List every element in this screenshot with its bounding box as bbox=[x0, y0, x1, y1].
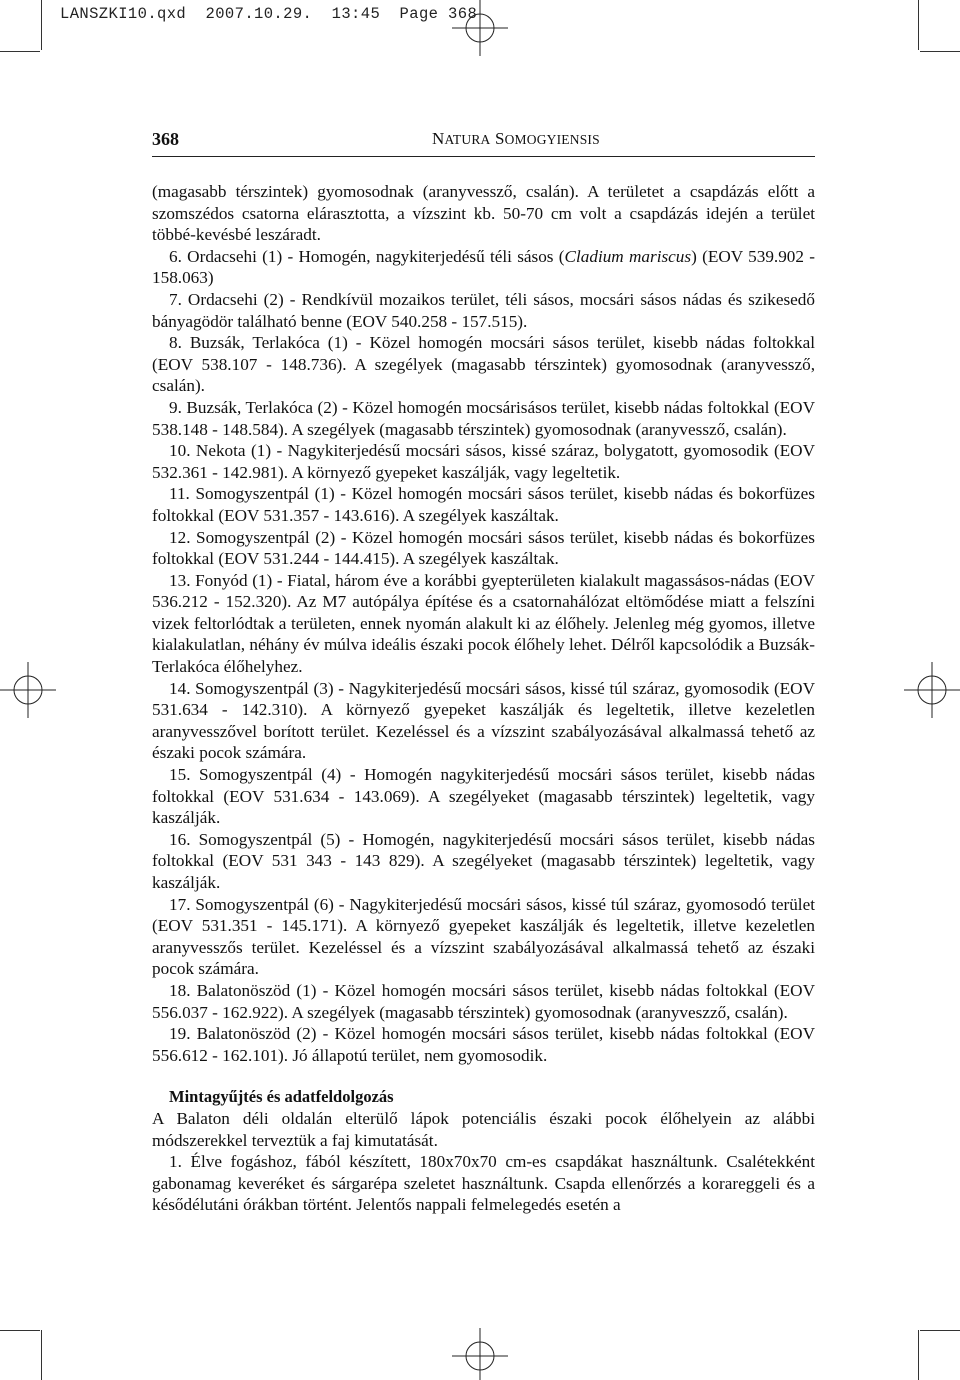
site-6-text-end: ) (EOV 539.902 - 158.063) bbox=[152, 246, 816, 288]
methods-intro-paragraph: A Balaton déli oldalán elterülő lápok potenciális északi pocok élőhelyein az alábbi módszerekkel terveztük a faj kimutatását. bbox=[152, 1108, 815, 1150]
registration-mark-top-icon bbox=[452, 0, 508, 56]
site-19-paragraph: 19. Balatonöszöd (2) - Közel homogén mocsári sásos terület, kisebb nádas foltokkal (EOV 556.612 - 162.101). Jó állapotú terület, nem gyomosodik. bbox=[152, 1024, 815, 1065]
body-text bbox=[152, 181, 815, 1216]
site-16-paragraph: 16. Somogyszentpál (5) - Homogén, nagykiterjedésű mocsári sásos terület, kisebb nádas foltokkal (EOV 531 343 - 143 829). A szegélyeket (magasabb térszintek) legeltetik, vagy kaszálják. bbox=[152, 829, 815, 892]
site-8-paragraph: 8. Buzsák, Terlakóca (1) - Közel homogén mocsári sásos terület, kisebb nádas foltokkal (EOV 538.107 - 148.736). A szegélyek (magasabb térszintek) gyomosodnak (aranyvessző, csalán). bbox=[152, 333, 815, 396]
crop-mark-right-bottom-horizontal bbox=[920, 1330, 960, 1331]
site-7-paragraph: 7. Ordacsehi (2) - Rendkívül mozaikos terület, téli sásos, mocsári sásos nádas és szikesedő bányagödör található benne (EOV 540.258 - 157.515). bbox=[152, 289, 815, 331]
paragraph-continuation: (magasabb térszintek) gyomosodnak (aranyvessző, csalán). A területet a csapdázás előtt a szomszédos csatorna elárasztotta, a vízszint kb. 50-70 cm volt a csapdázás idején a terület többé-kevésbé leszáradt. bbox=[152, 182, 815, 245]
crop-mark-top-left bbox=[41, 0, 42, 50]
registration-mark-left-icon bbox=[0, 662, 56, 718]
registration-mark-bottom-icon bbox=[452, 1328, 508, 1380]
page-number: 368 bbox=[152, 129, 179, 149]
site-15-paragraph: 15. Somogyszentpál (4) - Homogén nagykiterjedésű mocsári sásos terület, kisebb nádas foltokkal (EOV 531.634 - 143.069). A szegélyeket (magasabb térszintek) legeltetik, vagy kaszálják. bbox=[152, 765, 815, 828]
site-6-text-start: 6. Ordacsehi (1) - Homogén, nagykiterjedésű téli sásos ( bbox=[169, 246, 565, 266]
crop-mark-top-right bbox=[918, 0, 919, 50]
journal-smallcaps-atura: ATURA bbox=[444, 132, 491, 147]
document-slug-line: LANSZKI10.qxd 2007.10.29. 13:45 Page 368 bbox=[60, 5, 478, 23]
crop-mark-left-bottom-horizontal bbox=[0, 1330, 40, 1331]
journal-initial-s: S bbox=[494, 129, 505, 148]
header-rule bbox=[152, 156, 815, 157]
journal-smallcaps-omogyiensis: OMOGYIENSIS bbox=[504, 132, 600, 147]
journal-title bbox=[432, 129, 600, 149]
site-12-paragraph: 12. Somogyszentpál (2) - Közel homogén mocsári sásos terület, kisebb nádas és bokorfüzes foltokkal (EOV 531.244 - 144.415). A szegélyek kaszáltak. bbox=[152, 527, 815, 569]
site-10-paragraph: 10. Nekota (1) - Nagykiterjedésű mocsári sásos, kissé száraz, bolygatott, gyomosodik (EOV 532.361 - 142.981). A környező gyepeket kaszálják, vagy legeltetik. bbox=[152, 441, 815, 482]
crop-mark-bottom-left bbox=[41, 1330, 42, 1380]
crop-mark-bottom-right bbox=[918, 1330, 919, 1380]
site-18-paragraph: 18. Balatonöszöd (1) - Közel homogén mocsári sásos terület, kisebb nádas foltokkal (EOV 556.037 - 162.922). A szegélyek (magasabb térszintek) gyomosodnak (aranyveszző, csalán). bbox=[152, 980, 815, 1022]
registration-mark-right-icon bbox=[904, 662, 960, 718]
methods-item-1-paragraph: 1. Élve fogáshoz, fából készített, 180x70x70 cm-es csapdákat használtunk. Csalétekként gabonamag keveréket és sárgarépa szeletet használtunk. Csapda ellenőrzés a korareggeli és a késődélutáni órákban történt. Jelentős nappali felmelegedés esetén a bbox=[152, 1152, 815, 1215]
site-6-species-name: Cladium mariscus bbox=[564, 246, 692, 266]
journal-initial-n: N bbox=[432, 129, 445, 148]
site-13-paragraph: 13. Fonyód (1) - Fiatal, három éve a korábbi gyepterületen kialakult magassásos-nádas (EOV 536.212 - 152.320). Az M7 autópálya építése és a csatornahálózat eltömődése miatt a felszíni vizek feltorlódtak a területen, ennek nyomán alakult ki az élőhely. Jelenleg még gyomos, illetve kialakulatlan, néhány év múlva ideális északi pocok élőhely lehet. Délről kapcsolódik a Buzsák-Terlakóca élőhelyhez. bbox=[152, 570, 815, 677]
site-11-paragraph: 11. Somogyszentpál (1) - Közel homogén mocsári sásos terület, kisebb nádas és bokorfüzes foltokkal (EOV 531.357 - 143.616). A szegélyek kaszáltak. bbox=[152, 484, 815, 525]
site-6-paragraph bbox=[152, 246, 815, 289]
site-14-paragraph: 14. Somogyszentpál (3) - Nagykiterjedésű mocsári sásos, kissé túl száraz, gyomosodik (EOV 531.634 - 142.310). A környező gyepeket kaszálják és legeltetik, illetve kezeletlen aranyvesszővel borított terület. Kezeléssel és a vízszint szabályozásával alkalmassá tehető az északi pocok számára. bbox=[152, 678, 815, 763]
crop-mark-right-top-horizontal bbox=[920, 51, 960, 52]
site-9-paragraph: 9. Buzsák, Terlakóca (2) - Közel homogén mocsárisásos terület, kisebb nádas foltokkal (EOV 538.148 - 148.584). A szegélyek (magasabb térszintek) gyomosodnak (aranyvessző, csalán). bbox=[152, 397, 815, 439]
section-heading: Mintagyűjtés és adatfeldolgozás bbox=[169, 1087, 394, 1107]
crop-mark-left-top-horizontal bbox=[0, 51, 40, 52]
site-17-paragraph: 17. Somogyszentpál (6) - Nagykiterjedésű mocsári sásos, kissé túl száraz, gyomosodó terület (EOV 531.351 - 145.171). A környező gyepeket kaszálják és legeltetik, illetve kezeletlen aranyvesszős terület. Kezeléssel és a vízszint szabályozásával alkalmassá tehető az északi pocok számára. bbox=[152, 894, 815, 979]
running-head bbox=[152, 129, 815, 157]
